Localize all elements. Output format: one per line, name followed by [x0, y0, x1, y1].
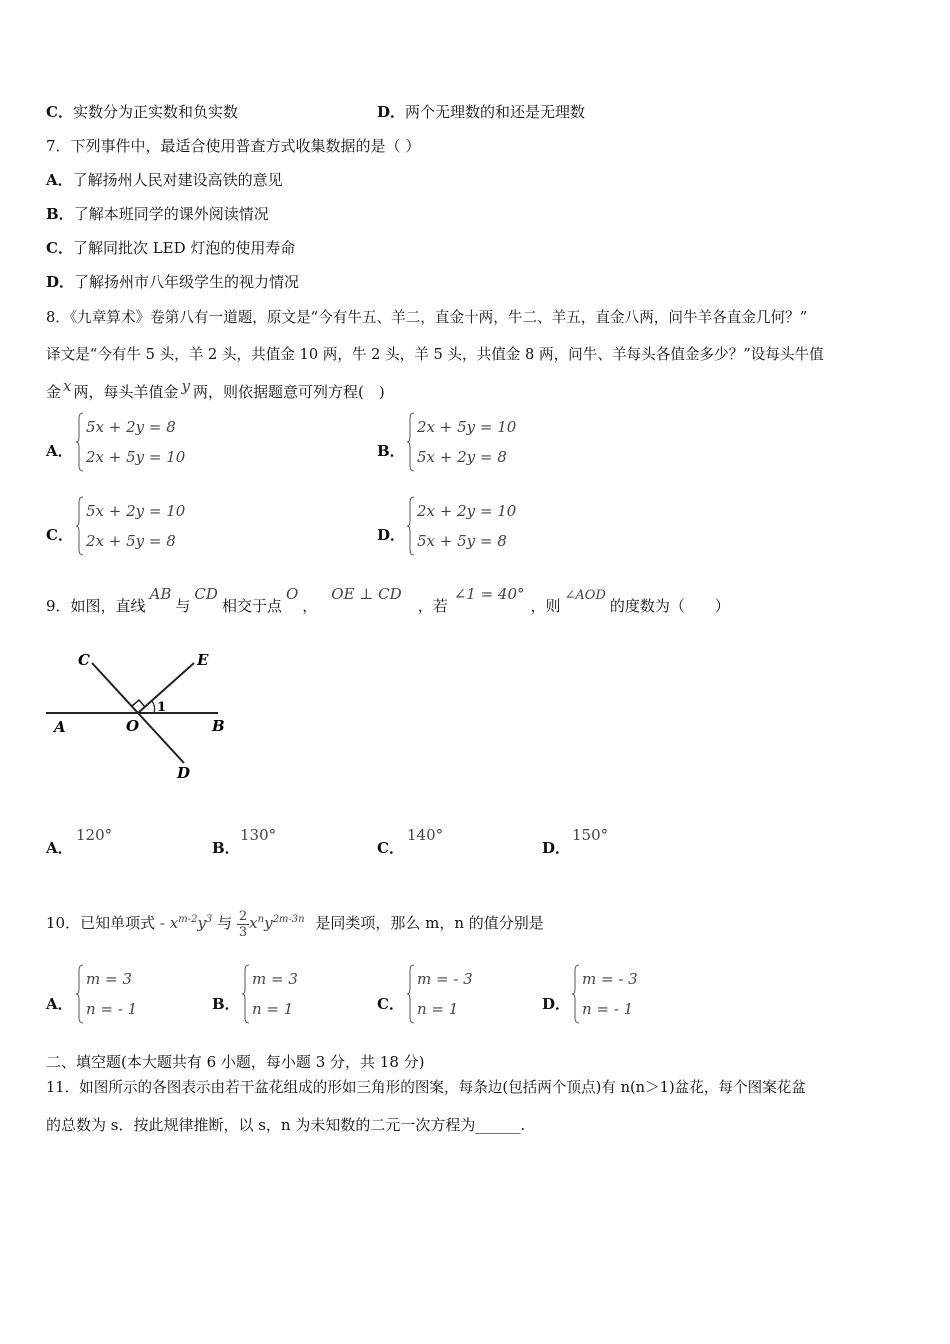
option-text: 了解同批次 LED 灯泡的使用寿命	[72, 239, 296, 257]
q9-option-b-letter: B．	[212, 839, 240, 857]
angle-arc	[152, 701, 155, 713]
q7-option-d	[46, 272, 299, 292]
option-text: 了解本班同学的课外阅读情况	[73, 205, 269, 223]
q9-option-a-value: 120°	[76, 826, 113, 844]
section-title: 二、填空题(本大题共有 6 小题，每小题 3 分，共 18 分)	[46, 1053, 425, 1071]
label-b: B	[212, 717, 225, 735]
mono1-x: x	[169, 914, 179, 932]
q8-line1: 8．《九章算术》卷第八有一道题，原文是“今有牛五、羊二，直金十两，牛二、羊五，直金八两，问牛羊各直金几何？”	[46, 309, 808, 326]
q8-option-d-system	[407, 496, 516, 556]
option-letter: A．	[46, 171, 73, 189]
mono1-x-exp: m-2	[178, 914, 198, 925]
q10-text: 10．已知单项式	[46, 914, 156, 932]
q10-stem	[46, 900, 544, 943]
equation: n = - 1	[86, 1000, 138, 1018]
brace-icon	[242, 964, 250, 1024]
brace-icon	[407, 964, 415, 1024]
q9-text: ，则	[530, 597, 561, 615]
option-letter: D．	[46, 273, 75, 291]
mono2-x: x	[249, 914, 258, 932]
brace-icon	[76, 964, 84, 1024]
equation: 2x + 5y = 10	[417, 418, 517, 436]
option-letter: D．	[377, 103, 406, 121]
equation: 2x + 2y = 10	[417, 502, 517, 520]
equation: 2x + 5y = 8	[86, 532, 176, 550]
label-d: D	[177, 764, 191, 782]
fraction-two-thirds	[237, 909, 249, 940]
q9-option-b-value: 130°	[240, 826, 277, 844]
equation: 5x + 2y = 10	[86, 502, 186, 520]
q9-text: 9．如图，直线	[46, 597, 146, 615]
label-a: A	[54, 718, 66, 736]
q6-option-d	[377, 102, 585, 122]
q8-option-a-letter: A．	[46, 442, 73, 460]
math-o: O	[285, 585, 299, 603]
q8-option-b-letter: B．	[377, 442, 405, 460]
equation: 2x + 5y = 10	[86, 448, 186, 466]
q8-option-a-system	[76, 412, 185, 472]
q8-text-b: 两，每头羊值金	[73, 383, 179, 401]
brace-icon	[76, 412, 84, 472]
label-1: 1	[157, 700, 167, 715]
q9-option-d-value: 150°	[572, 826, 609, 844]
equation: 5x + 5y = 8	[417, 532, 507, 550]
math-ab: AB	[149, 585, 172, 603]
q7-option-a	[46, 170, 283, 190]
mono2-x-exp: n	[257, 914, 265, 925]
q10-option-a-system	[76, 964, 137, 1024]
q10-option-b-letter: B．	[212, 995, 240, 1013]
label-c: C	[78, 651, 90, 669]
q11-line1: 11．如图所示的各图表示由若干盆花组成的形如三角形的图案，每条边(包括两个顶点)有 n(n＞1)盆花，每个图案花盆	[46, 1079, 806, 1096]
option-letter: C．	[46, 239, 73, 257]
q8-option-b-system	[407, 412, 516, 472]
q7-option-b	[46, 204, 269, 224]
q10-option-b-system	[242, 964, 298, 1024]
mono2-y: y	[264, 914, 273, 932]
q8-text-a: 金	[46, 383, 62, 401]
q10-option-a-letter: A．	[46, 995, 73, 1013]
var-y: y	[181, 377, 190, 395]
brace-icon	[407, 496, 415, 556]
equation: n = 1	[417, 1000, 459, 1018]
mono2-y-exp: 2m-3n	[272, 914, 305, 925]
frac-num: 2	[238, 908, 248, 924]
q10-text: 是同类项，那么 m，n 的值分别是	[315, 914, 544, 932]
q8-text-c: 两，则依据题意可列方程( )	[192, 383, 385, 401]
q9-text: ，	[302, 597, 318, 615]
option-letter: B．	[46, 205, 74, 223]
equation: n = - 1	[582, 1000, 634, 1018]
q8-option-c-letter: C．	[46, 526, 73, 544]
q11-line2: 的总数为 s．按此规律推断，以 s，n 为未知数的二元一次方程为______.	[46, 1116, 526, 1134]
brace-icon	[76, 496, 84, 556]
q9-text: 相交于点	[221, 597, 282, 615]
q7-option-c	[46, 238, 295, 258]
q7-stem: 7．下列事件中，最适合使用普查方式收集数据的是（ ）	[46, 137, 421, 155]
equation: m = - 3	[417, 970, 473, 988]
equation: m = 3	[86, 970, 132, 988]
label-o: O	[126, 717, 140, 735]
option-text: 两个无理数的和还是无理数	[405, 103, 586, 121]
mono1-sign: -	[159, 914, 165, 932]
math-angle1: ∠1 = 40°	[453, 585, 525, 603]
equation: n = 1	[252, 1000, 294, 1018]
q8-line3	[46, 377, 385, 402]
q9-text: 的度数为（ ）	[609, 597, 730, 615]
frac-den: 3	[238, 924, 248, 940]
q8-option-d-letter: D．	[377, 526, 406, 544]
q10-option-c-system	[407, 964, 473, 1024]
option-text: 了解扬州人民对建设高铁的意见	[72, 171, 283, 189]
equation: m = 3	[252, 970, 298, 988]
q9-option-a-letter: A．	[46, 839, 73, 857]
math-perp: OE ⊥ CD	[331, 585, 402, 603]
option-letter: C．	[46, 103, 73, 121]
q6-option-c	[46, 102, 238, 122]
mono1-y: y	[197, 914, 206, 932]
q9-option-c-letter: C．	[377, 839, 404, 857]
equation: 5x + 2y = 8	[86, 418, 176, 436]
q10-text: 与	[217, 914, 233, 932]
q9-figure	[44, 645, 234, 785]
brace-icon	[407, 412, 415, 472]
math-aod: ∠AOD	[564, 588, 606, 603]
q8-line2: 译文是“今有牛 5 头，羊 2 头，共值金 10 两，牛 2 头，羊 5 头，共值金 8 两，问牛、羊每头各值金多少？”设每头牛值	[46, 346, 824, 363]
mono1-y-exp: 3	[205, 914, 213, 925]
option-text: 了解扬州市八年级学生的视力情况	[74, 273, 300, 291]
right-angle-mark	[132, 700, 145, 707]
q8-option-c-system	[76, 496, 185, 556]
brace-icon	[572, 964, 580, 1024]
math-cd: CD	[194, 585, 218, 603]
equation: 5x + 2y = 8	[417, 448, 507, 466]
label-e: E	[197, 651, 209, 669]
q10-option-c-letter: C．	[377, 995, 404, 1013]
q10-option-d-letter: D．	[542, 995, 571, 1013]
q10-option-d-system	[572, 964, 638, 1024]
q9-text: ，若	[417, 597, 448, 615]
var-x: x	[63, 377, 72, 395]
q9-stem	[46, 585, 730, 618]
equation: m = - 3	[582, 970, 638, 988]
q9-option-d-letter: D．	[542, 839, 571, 857]
q9-text: 与	[175, 597, 191, 615]
q9-option-c-value: 140°	[407, 826, 444, 844]
option-text: 实数分为正实数和负实数	[72, 103, 238, 121]
